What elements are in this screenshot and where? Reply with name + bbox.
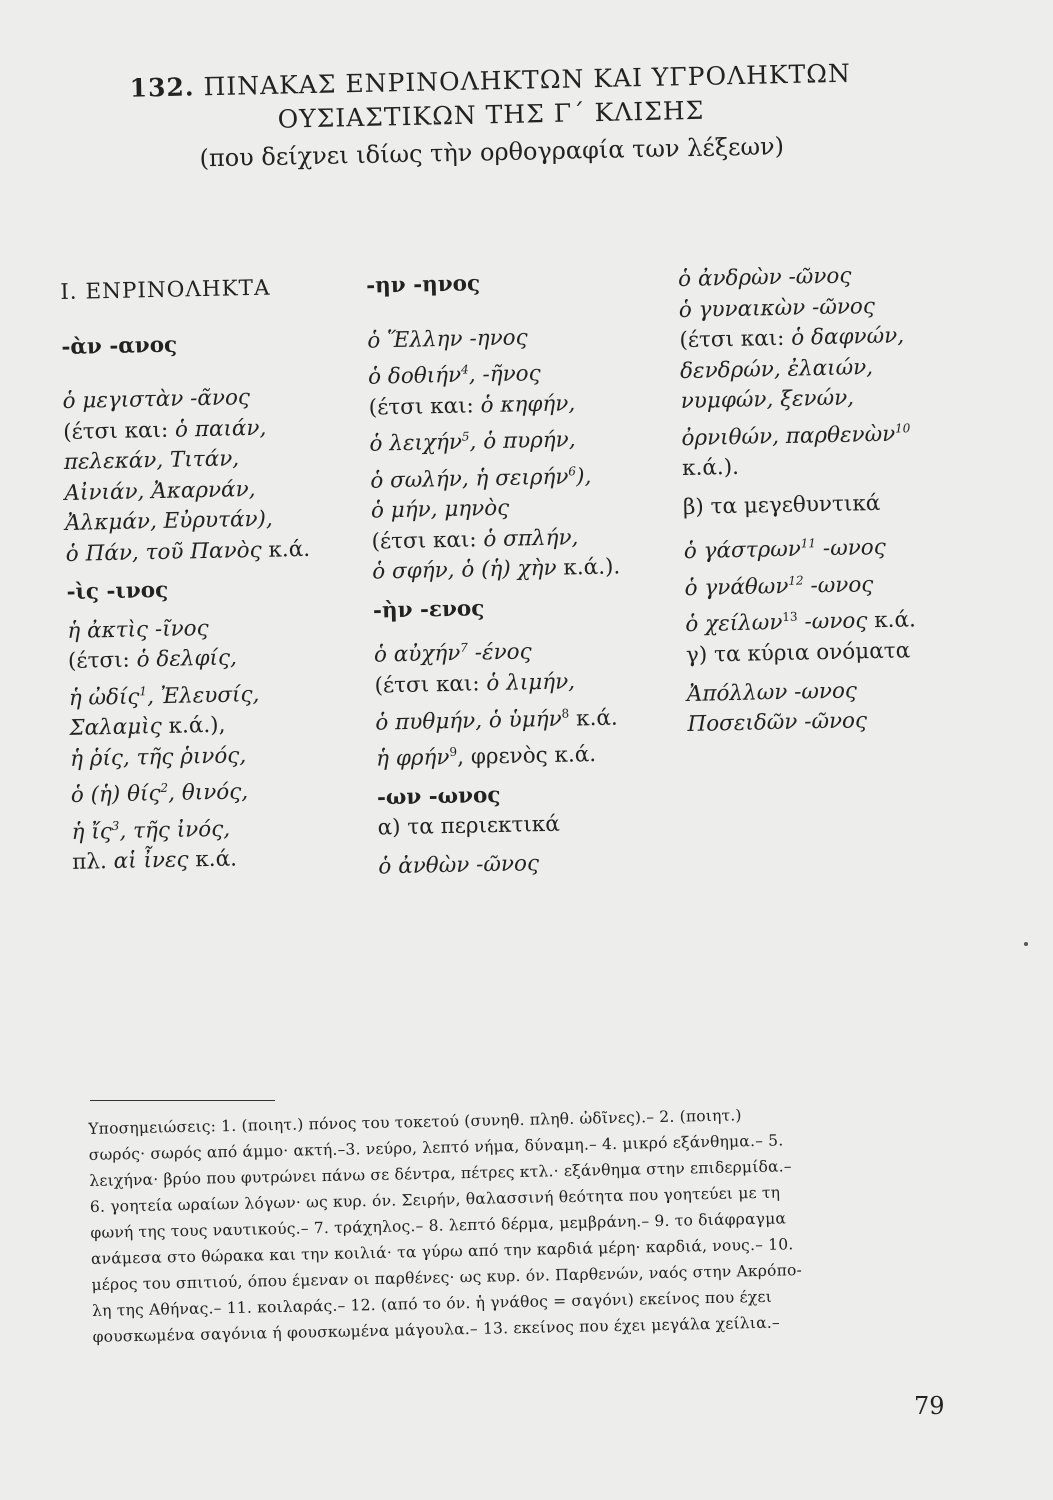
footnote-line: φωνή της τους ναυτικούς.– 7. τράχηλος.– 8. λεπτό δέρμα, μεμβράνη.– 9. το διάφραγμα — [90, 1209, 787, 1242]
page-number: 79 — [914, 1392, 945, 1420]
entry-line: (έτσι και: ὁ λιμήν, — [374, 669, 576, 699]
footnote-line: μέρος του σπιτιού, όπου έμεναν οι παρθένες· ως κυρ. όν. Παρθενών, ναός στην Ακρόπο- — [91, 1261, 803, 1294]
entry-line: ὁ μεγιστὰν -ᾶνος — [62, 385, 251, 414]
entry-line: Αἰνιάν, Ἀκαρνάν, — [64, 476, 256, 506]
entry-line: ὁ λειχήν$^5$, ὁ πυρήν, — [369, 427, 576, 457]
column-2 — [366, 265, 689, 883]
entry-line: ὁ μήν, μηνὸς — [370, 496, 510, 525]
ending-heading: -ων -ωνος — [376, 782, 501, 811]
entry-line: ὀρνιθών, παρθενὼν$^{10}$ — [681, 420, 911, 451]
entry-line: δενδρών, ἐλαιών, — [679, 354, 874, 384]
speck-mark — [1024, 942, 1028, 946]
ending-heading: γ) τα κύρια ονόματα — [685, 638, 911, 669]
ending-heading: -ὴν -ενος — [372, 596, 485, 624]
entry-line: ἡ φρήν$^9$, φρενὸς κ.ά. — [375, 742, 597, 772]
entry-line: ἡ ῥίς, τῆς ῥινός, — [69, 742, 247, 772]
title-subtitle: (που δείχνει ιδίως τὴν ορθογραφία των λέξεων) — [199, 132, 785, 173]
entry-line: (έτσι και: ὁ σπλήν, — [371, 525, 579, 555]
footnote-rule — [90, 1100, 275, 1101]
footnote-line: φουσκωμένα σαγόνια ή φουσκωμένα μάγουλα.– 13. εκείνος που έχει μεγάλα χείλια.– — [92, 1313, 781, 1346]
entry-line: νυμφών, ξενών, — [680, 385, 855, 415]
table-columns — [60, 259, 974, 978]
entry-line: (έτσι και: ὁ κηφήν, — [368, 390, 576, 421]
ending-heading: -ὶς -ινος — [66, 577, 169, 605]
footnote-line: σωρός· σωρός από άμμο· ακτή.–3. νεύρο, λεπτό νήμα, δύναμη.– 4. μικρό εξάνθημα.– 5. — [88, 1131, 784, 1164]
entry-line: ὁ ἀνδρὼν -ῶνος — [677, 263, 852, 293]
entry-line: (έτσι: ὁ δελφίς, — [67, 645, 238, 674]
entry-line: (έτσι και: ὁ δαφνών, — [679, 323, 905, 354]
entry-line: ἡ ἀκτὶς -ῖνος — [67, 615, 209, 644]
title-block — [120, 57, 862, 176]
entry-line: ὁ δοθιήν$^4$, -ῆνος — [367, 361, 541, 390]
entry-line: ὁ Πάν, τοῦ Πανὸς κ.ά. — [65, 536, 311, 567]
entry-line: Ἀλκμάν, Εὐρυτάν), — [64, 506, 274, 536]
entry-line: ὁ γάστρων$^{11}$ -ωνος — [683, 535, 887, 565]
ending-heading: -ην -ηνος — [365, 271, 481, 299]
entry-line: κ.ά.). — [681, 454, 740, 482]
ending-heading: β) τα μεγεθυντικά — [682, 490, 881, 520]
entry-line: ὁ πυθμήν, ὁ ὑμήν$^8$ κ.ά. — [375, 705, 618, 736]
entry-line: ὁ σφήν, ὁ (ἡ) χὴν κ.ά.). — [371, 554, 621, 585]
entry-line: Ποσειδῶν -ῶνος — [687, 708, 868, 738]
entry-line: πλ. αἱ ἶνες κ.ά. — [71, 846, 238, 876]
entry-line: ὁ Ἕλλην -ηνος — [367, 324, 528, 354]
entry-line: (έτσι και: ὁ παιάν, — [62, 415, 267, 445]
entry-line: ὁ γυναικὼν -ῶνος — [678, 293, 876, 323]
section-heading: Ι. ΕΝΡΙΝΟΛΗΚΤΑ — [60, 275, 271, 305]
column-3 — [678, 259, 988, 741]
ending-heading: -ὰν -ανος — [61, 332, 178, 360]
footnote-line: Υποσημειώσεις: 1. (ποιητ.) πόνος του τοκετού (συνηθ. πληθ. ὠδῖνες).– 2. (ποιητ.) — [88, 1106, 742, 1138]
footnote-line: λη της Αθήνας.– 11. κοιλαράς.– 12. (από το όν. ἡ γνάθος = σαγόνι) εκείνος που έχει — [91, 1287, 773, 1320]
footnote-line: ανάμεσα στο θώρακα και την κοιλιά· τα γύρω από την καρδιά μέρη· καρδιά, νους.– 10. — [90, 1235, 794, 1268]
entry-line: ὁ (ἡ) θίς$^2$, θινός, — [70, 779, 249, 809]
column-1 — [60, 272, 373, 879]
entry-line: Σαλαμὶς κ.ά.), — [69, 712, 226, 742]
title-text-1: ΠΙΝΑΚΑΣ ΕΝΡΙΝΟΛΗΚΤΩΝ ΚΑΙ ΥΓΡΟΛΗΚΤΩΝ — [203, 58, 852, 102]
footnote-line: 6. γοητεία ωραίων λόγων· ως κυρ. όν. Σειρήν, θαλασσινή θεότητα που γοητεύει με τη — [89, 1183, 781, 1216]
footnote-line: λειχήνα· βρύο που φυτρώνει πάνω σε δέντρα, πέτρες κτλ.· εξάνθημα στην επιδερμίδα.– — [89, 1157, 792, 1190]
entry-line: ὁ χείλων$^{13}$ -ωνος κ.ά. — [685, 607, 917, 638]
entry-line: ἡ ὠδίς$^1$, Ἐλευσίς, — [68, 681, 260, 711]
title-line-2: ΟΥΣΙΑΣΤΙΚΩΝ ΤΗΣ Γ΄ ΚΛΙΣΗΣ — [277, 95, 705, 134]
entry-line: α) τα περιεκτικά — [377, 812, 561, 841]
entry-line: Ἀπόλλων -ωνος — [686, 678, 858, 707]
section-number: 132. — [129, 72, 195, 103]
entry-line: ὁ ἀνθὼν -ῶνος — [378, 851, 540, 880]
entry-line: ὁ γνάθων$^{12}$ -ωνος — [684, 572, 874, 601]
entry-line: ὁ σωλήν, ἡ σειρήν$^6$), — [370, 463, 592, 494]
entry-line: πελεκάν, Τιτάν, — [63, 446, 240, 475]
footnotes — [88, 1098, 973, 1350]
entry-line: ἡ ἴς$^3$, τῆς ἰνός, — [71, 816, 231, 845]
entry-line: ὁ αὐχήν$^7$ -ένος — [373, 639, 532, 669]
